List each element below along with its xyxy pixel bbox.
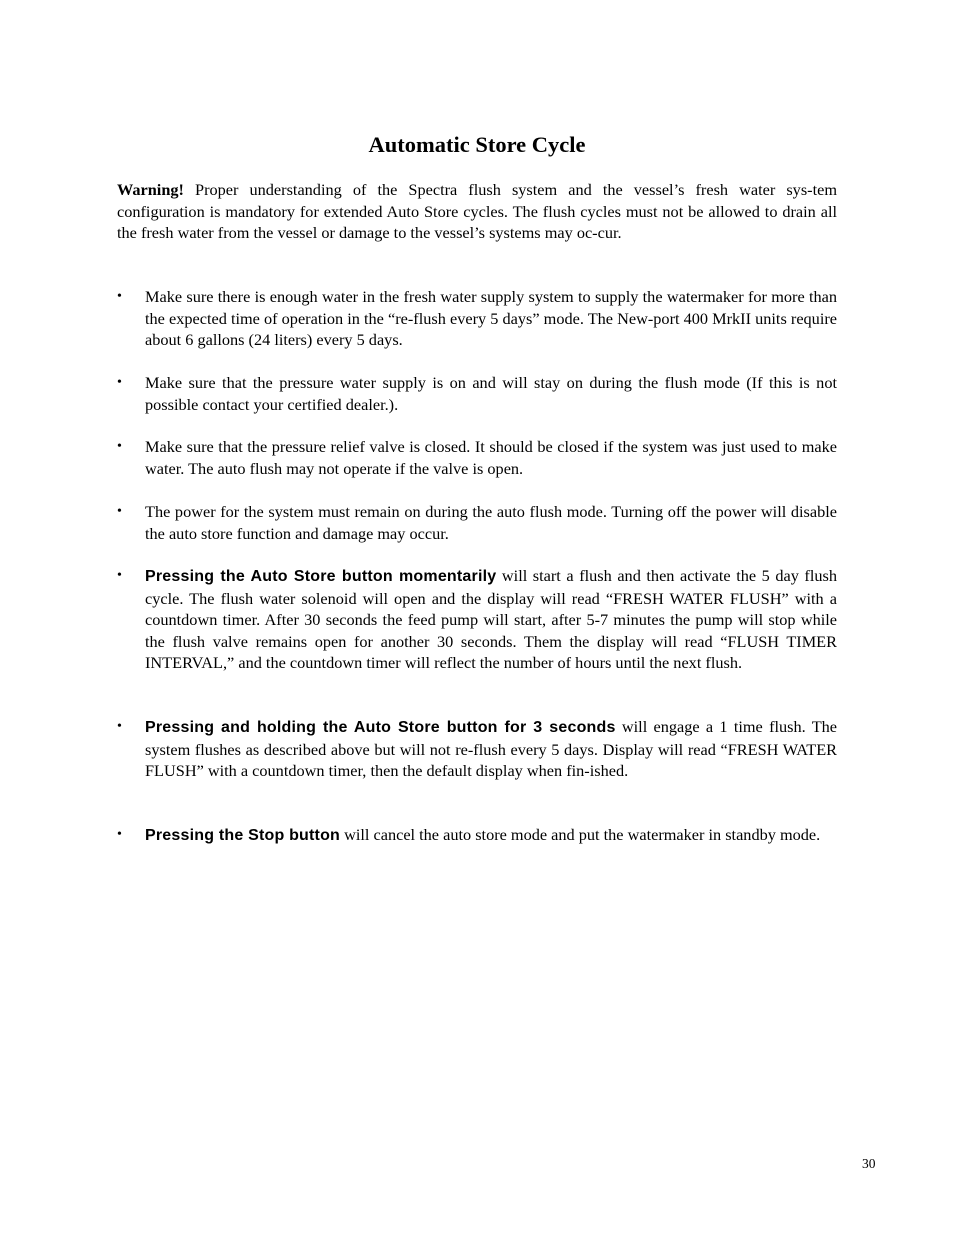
list-item-emphasis: Pressing the Auto Store button momentarily [145, 568, 497, 585]
page-title: Automatic Store Cycle [368, 132, 586, 157]
list-item-text: Make sure that the pressure relief valve is closed. It should be closed if the system was just used to make water. The auto flush may not operate if the valve is open. [145, 437, 837, 478]
bullet-marker: • [117, 289, 122, 304]
list-item-text: Make sure there is enough water in the fresh water supply system to supply the watermaker for more than the expected time of operation in the “re-flush every 5 days” mode. The New-port 400 MrkII units require about 6 gallons (24 liters) every 5 days. [145, 287, 837, 350]
list-item-text: Make sure that the pressure water supply is on and will stay on during the flush mode (If this is not possible contact your certified dealer.). [145, 373, 837, 414]
warning-paragraph [117, 179, 837, 244]
bullet-marker: • [117, 439, 122, 454]
list-item-text [145, 824, 837, 847]
page-number: 30 [862, 1156, 876, 1171]
list-item-body: will cancel the auto store mode and put the watermaker in standby mode. [344, 825, 821, 844]
warning-label: Warning! [117, 180, 184, 199]
list-item-text: The power for the system must remain on during the auto flush mode. Turning off the power will disable the auto store function and damage may occur. [145, 502, 837, 543]
list-item-text [145, 565, 837, 674]
list-item-emphasis: Pressing and holding the Auto Store button for 3 seconds [145, 719, 616, 736]
bullet-marker: • [117, 827, 122, 842]
bullet-marker: • [117, 504, 122, 519]
list-item-body: will engage a 1 time flush. The system flushes as described above but will not re-flush every 5 days. Display will read “FRESH WATER FLUSH” with a countdown timer, then the default display when fin-ished. [145, 717, 838, 781]
bullet-marker: • [117, 719, 122, 734]
warning-text: Proper understanding of the Spectra flush system and the vessel’s fresh water sys-tem configuration is mandatory for extended Auto Store cycles. The flush cycles must not be allowed to drain all the fresh water from the vessel or damage to the vessel’s systems may oc-cur. [117, 180, 837, 243]
list-item-emphasis: Pressing the Stop button [145, 827, 341, 844]
bullet-marker: • [117, 375, 122, 390]
bullet-marker: • [117, 568, 122, 583]
list-item-body: will start a flush and then activate the 5 day flush cycle. The flush water solenoid will open and the display will read “FRESH WATER FLUSH” with a countdown timer. After 30 seconds the feed pump will start, after 5-7 minutes the pump will stop while the flush valve remains open for another 30 seconds. Them the display will read “FLUSH TIMER INTERVAL,” and the countdown timer will reflect the number of hours until the next flush. [145, 566, 837, 673]
list-item-text [145, 716, 837, 782]
